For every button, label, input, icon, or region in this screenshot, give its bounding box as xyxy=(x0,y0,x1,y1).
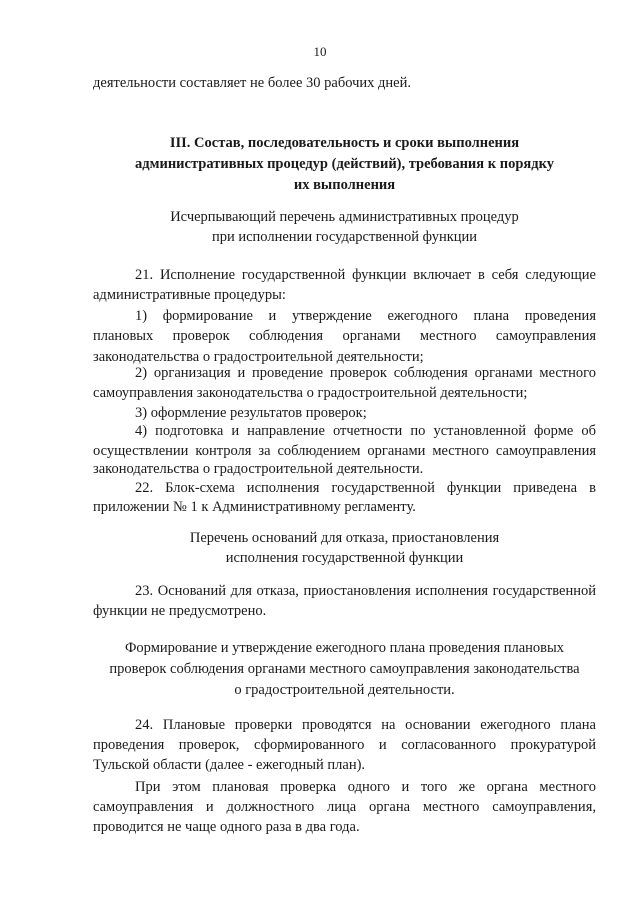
section-heading-line: III. Состав, последовательность и сроки выполнения xyxy=(169,135,520,151)
p21-item-1-line3: законодательства о градостроительной деятельности; xyxy=(93,349,424,365)
p24-line3: Тульской области (далее - ежегодный план). xyxy=(93,757,366,773)
subheading-line: Перечень оснований для отказа, приостановления xyxy=(189,530,500,546)
page-number: 10 xyxy=(313,44,327,59)
p21-item-1: 1) формирование и утверждение ежегодного плана проведения xyxy=(135,308,596,324)
p21-item-4: 4) подготовка и направление отчетности по установленной форме об xyxy=(135,423,596,439)
p23-line1: 23. Оснований для отказа, приостановления исполнения государственной xyxy=(135,583,596,599)
continuation-text: деятельности составляет не более 30 рабочих дней. xyxy=(93,75,411,91)
p21-lead: 21. Исполнение государственной функции включает в себя следующие xyxy=(135,267,596,283)
p24-line2: проведения проверок, сформированного и согласованного прокуратурой xyxy=(93,737,596,753)
p24-line4: При этом плановая проверка одного и того же органа местного xyxy=(135,779,596,795)
p21-item-3: 3) оформление результатов проверок; xyxy=(135,405,367,421)
subheading-line: исполнения государственной функции xyxy=(225,550,464,566)
subheading-refusal xyxy=(93,528,596,568)
p21-item-2-line2: самоуправления законодательства о градостроительной деятельности; xyxy=(93,385,528,401)
section-heading-line: административных процедур (действий), требования к порядку xyxy=(135,156,554,172)
subheading-line: при исполнении государственной функции xyxy=(211,229,478,245)
subheading-line: проверок соблюдения органами местного самоуправления законодательства xyxy=(109,661,580,677)
p21-item-4-line2: осуществлении контроля за соблюдением органами местного самоуправления xyxy=(93,443,596,459)
subheading-line: о градостроительной деятельности. xyxy=(234,682,455,698)
section-heading xyxy=(93,133,596,196)
section-heading-line: их выполнения xyxy=(293,177,396,193)
p21-item-1-line2: плановых проверок соблюдения органами местного самоуправления xyxy=(93,328,596,344)
subheading-annual-plan xyxy=(93,638,596,701)
p23-line2: функции не предусмотрено. xyxy=(93,603,267,619)
p21-item-4-line3: законодательства о градостроительной деятельности. xyxy=(93,461,424,477)
p22-line1: 22. Блок-схема исполнения государственной функции приведена в xyxy=(135,480,596,496)
subheading-line: Исчерпывающий перечень административных процедур xyxy=(170,209,519,225)
subheading-procedures xyxy=(93,207,596,247)
p21-lead-end: административные процедуры: xyxy=(93,287,286,303)
p24-line5: самоуправления и должностного лица органа местного самоуправления, xyxy=(93,799,596,815)
p24-line1: 24. Плановые проверки проводятся на основании ежегодного плана xyxy=(135,717,596,733)
subheading-line: Формирование и утверждение ежегодного плана проведения плановых xyxy=(124,640,565,656)
p22-line2: приложении № 1 к Административному регламенту. xyxy=(93,499,416,515)
p24-line6: проводится не чаще одного раза в два года. xyxy=(93,819,360,835)
p21-item-2: 2) организация и проведение проверок соблюдения органами местного xyxy=(135,365,596,381)
